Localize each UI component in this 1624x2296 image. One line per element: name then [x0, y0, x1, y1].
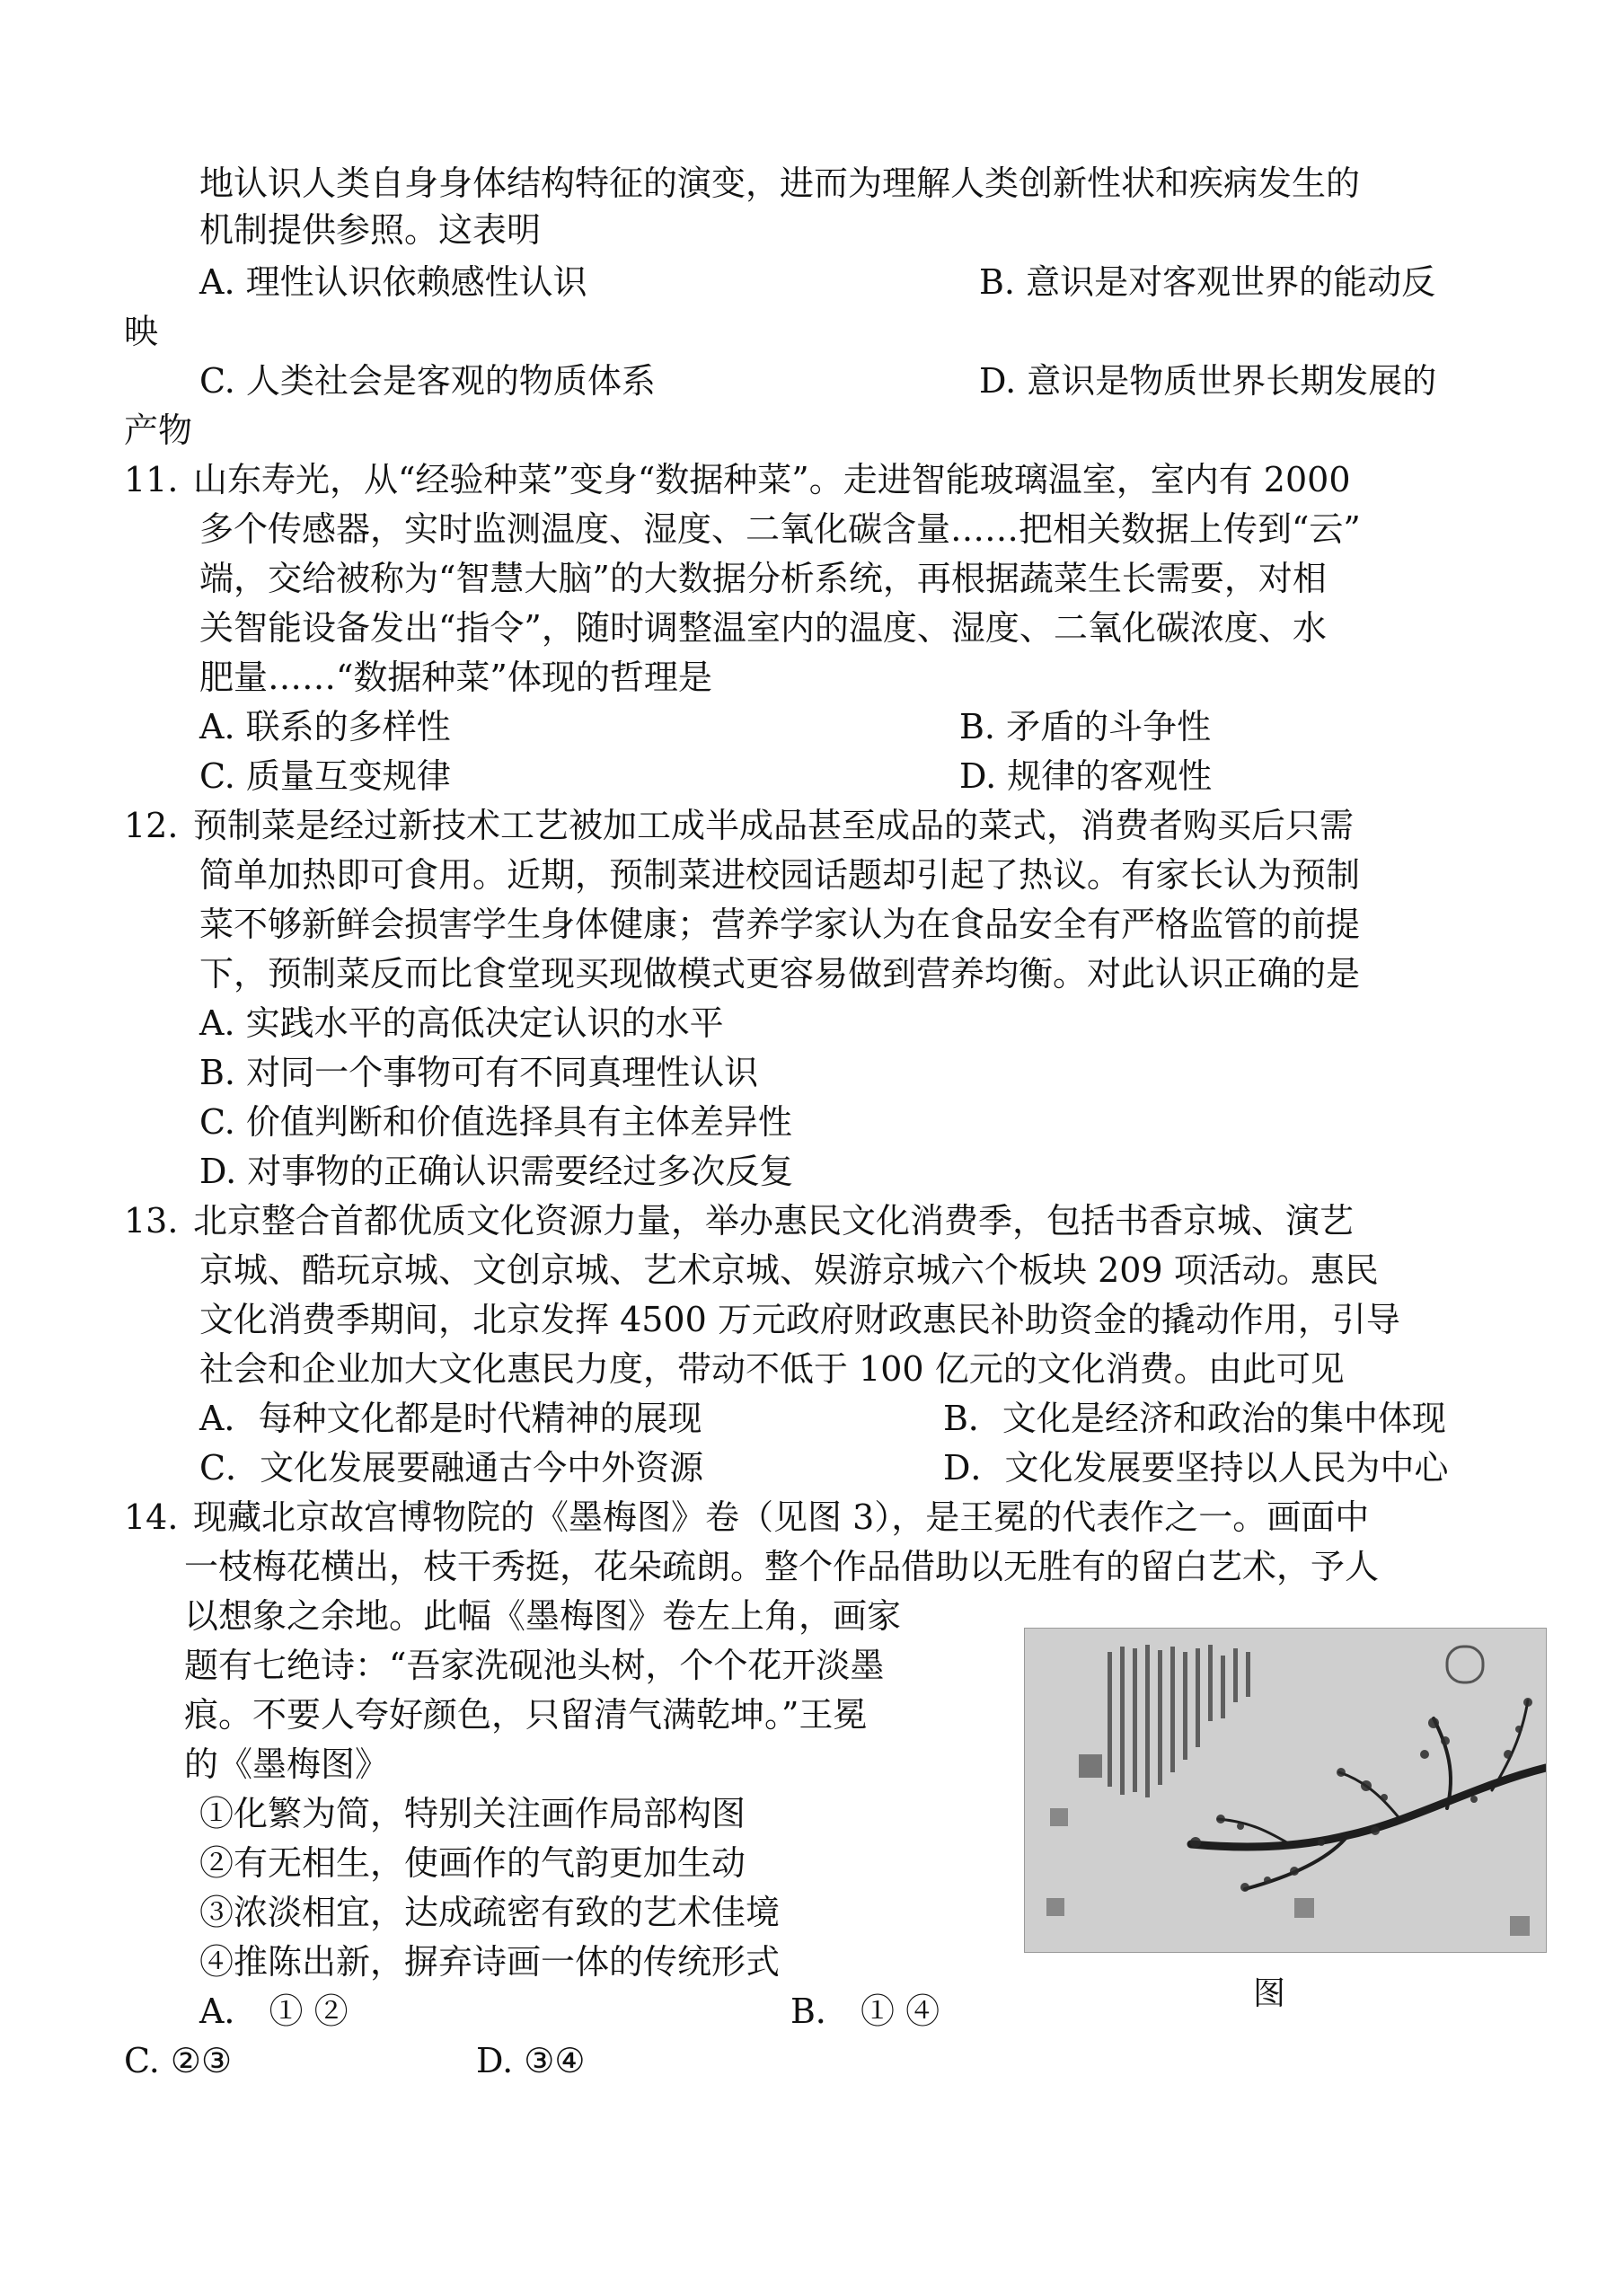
- q11-option-c[interactable]: C. 质量互变规律: [199, 756, 451, 796]
- q11-stem-line-3: 端，交给被称为“智慧大脑”的大数据分析系统，再根据蔬菜生长需要，对相: [199, 559, 1327, 598]
- q12-option-a[interactable]: A. 实践水平的高低决定认识的水平: [199, 1003, 724, 1043]
- q13-stem-line-1: 北京整合首都优质文化资源力量，举办惠民文化消费季，包括书香京城、演艺: [193, 1201, 1355, 1241]
- q13-option-d[interactable]: D．文化发展要坚持以人民为中心: [943, 1448, 1449, 1488]
- q14-stem-line-2: 一枝梅花横出，枝干秀挺，花朵疏朗。整个作品借助以无胜有的留白艺术，予人: [184, 1547, 1380, 1586]
- q12-option-c[interactable]: C. 价值判断和价值选择具有主体差异性: [199, 1102, 792, 1142]
- q10-option-d-tail: 产物: [124, 411, 193, 450]
- q13-stem-line-4: 社会和企业加大文化惠民力度，带动不低于 100 亿元的文化消费。由此可见: [199, 1349, 1345, 1389]
- q12-stem-line-2: 简单加热即可食用。近期，预制菜进校园话题却引起了热议。有家长认为预制: [199, 855, 1361, 895]
- q11-option-a[interactable]: A. 联系的多样性: [199, 707, 451, 746]
- q14-option-c[interactable]: C. ②③: [124, 2041, 233, 2080]
- q14-item-1: ①化繁为简，特别关注画作局部构图: [199, 1794, 746, 1833]
- q13-option-a[interactable]: A．每种文化都是时代精神的展现: [199, 1399, 702, 1438]
- q14-stem-line-6: 的《墨梅图》: [184, 1744, 390, 1784]
- q10-option-b-tail: 映: [124, 312, 159, 351]
- q10-line-1: 地认识人类自身身体结构特征的演变，进而为理解人类创新性状和疾病发生的: [199, 163, 1361, 203]
- q12-stem-line-4: 下，预制菜反而比食堂现买现做模式更容易做到营养均衡。对此认识正确的是: [199, 954, 1361, 993]
- q14-stem-line-3: 以想象之余地。此幅《墨梅图》卷左上角，画家: [184, 1596, 902, 1636]
- q11-option-b[interactable]: B. 矛盾的斗争性: [959, 707, 1212, 746]
- q10-option-b[interactable]: B. 意识是对客观世界的能动反: [979, 262, 1436, 302]
- q14-item-4: ④推陈出新，摒弃诗画一体的传统形式: [199, 1942, 781, 1982]
- q13-stem-line-2: 京城、酷玩京城、文创京城、艺术京城、娱游京城六个板块 209 项活动。惠民: [199, 1250, 1379, 1290]
- q13-option-b[interactable]: B．文化是经济和政治的集中体现: [943, 1399, 1446, 1438]
- q10-option-d[interactable]: D. 意识是物质世界长期发展的: [979, 361, 1437, 401]
- q12-number: 12.: [124, 806, 179, 845]
- q10-option-c[interactable]: C. 人类社会是客观的物质体系: [199, 361, 656, 401]
- q11-number: 11.: [124, 460, 179, 499]
- q12-option-b[interactable]: B. 对同一个事物可有不同真理性认识: [199, 1053, 759, 1092]
- q11-stem-line-2: 多个传感器，实时监测温度、湿度、二氧化碳含量……把相关数据上传到“云”: [199, 509, 1361, 549]
- q14-option-b[interactable]: B． ① ④: [790, 1991, 940, 2031]
- q14-number: 14.: [124, 1497, 179, 1537]
- q10-option-a[interactable]: A. 理性认识依赖感性认识: [199, 262, 587, 302]
- ink-plum-painting: [1024, 1628, 1547, 1953]
- q14-option-a[interactable]: A． ① ②: [199, 1991, 349, 2031]
- q12-stem-line-3: 菜不够新鲜会损害学生身体健康；营养学家认为在食品安全有严格监管的前提: [199, 905, 1361, 944]
- q14-stem-line-1: 现藏北京故宫博物院的《墨梅图》卷（见图 3），是王冕的代表作之一。画面中: [193, 1497, 1370, 1537]
- q14-stem-line-4: 题有七绝诗：“吾家洗砚池头树，个个花开淡墨: [184, 1646, 885, 1685]
- q11-stem-line-5: 肥量……“数据种菜”体现的哲理是: [199, 658, 712, 697]
- q11-option-d[interactable]: D. 规律的客观性: [959, 756, 1213, 796]
- figure-caption: 图: [1253, 1975, 1286, 2012]
- q13-option-c[interactable]: C．文化发展要融通古今中外资源: [199, 1448, 704, 1488]
- q14-item-3: ③浓淡相宜，达成疏密有致的艺术佳境: [199, 1893, 781, 1932]
- q12-stem-line-1: 预制菜是经过新技术工艺被加工成半成品甚至成品的菜式，消费者购买后只需: [193, 806, 1355, 845]
- q14-stem-line-5: 痕。不要人夸好颜色，只留清气满乾坤。”王冕: [184, 1695, 868, 1735]
- q14-item-2: ②有无相生，使画作的气韵更加生动: [199, 1843, 746, 1883]
- q12-option-d[interactable]: D. 对事物的正确认识需要经过多次反复: [199, 1152, 794, 1191]
- q13-stem-line-3: 文化消费季期间，北京发挥 4500 万元政府财政惠民补助资金的撬动作用，引导: [199, 1300, 1400, 1339]
- q14-option-d[interactable]: D. ③④: [476, 2041, 586, 2080]
- q11-stem-line-4: 关智能设备发出“指令”，随时调整温室内的温度、湿度、二氧化碳浓度、水: [199, 608, 1327, 648]
- q13-number: 13.: [124, 1201, 179, 1241]
- q11-stem-line-1: 山东寿光，从“经验种菜”变身“数据种菜”。走进智能玻璃温室，室内有 2000: [193, 460, 1351, 499]
- q10-line-2: 机制提供参照。这表明: [199, 210, 542, 250]
